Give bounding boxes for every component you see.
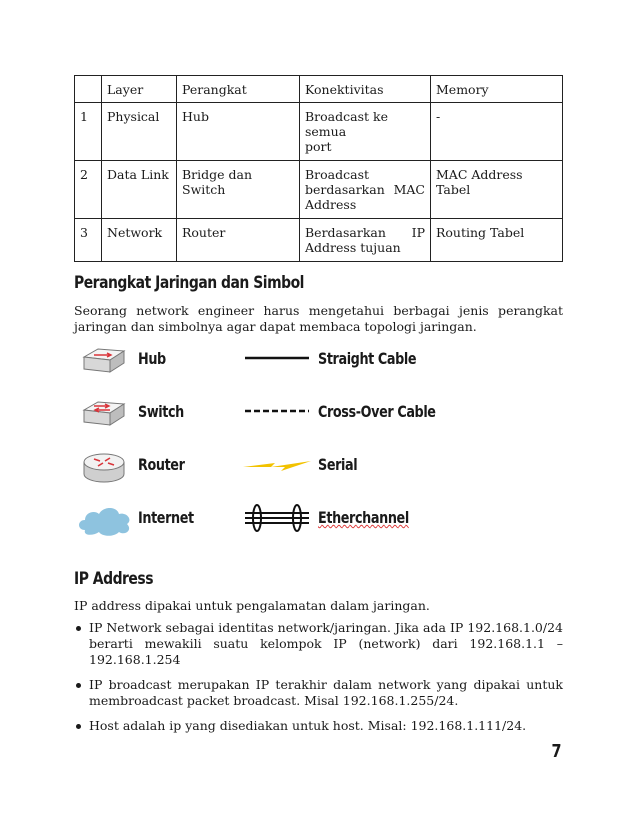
table-cell: 2 (75, 161, 102, 219)
table-header-row (75, 76, 563, 103)
section-heading: IP Address (74, 569, 154, 589)
table-cell-text: port (305, 139, 332, 154)
table-header-cell: Perangkat (177, 76, 300, 103)
list-item: Host adalah ip yang disediakan untuk host. Misal: 192.168.1.111/24. (74, 718, 563, 734)
straight-cable-label: Straight Cable (318, 349, 417, 368)
serial-label: Serial (318, 455, 358, 474)
table-cell-text: Broadcast ke semua (305, 109, 388, 139)
etherchannel-icon (241, 502, 313, 534)
osi-layer-table (74, 75, 563, 262)
table-cell: Network (102, 219, 177, 262)
section-intro: IP address dipakai untuk pengalamatan dalam jaringan. (74, 598, 430, 613)
table-cell (300, 219, 431, 262)
table-row (75, 103, 563, 161)
list-item: IP broadcast merupakan IP terakhir dalam network yang dipakai untuk membroadcast packet broadcast. Misal 192.168.1.255/24. (74, 677, 563, 709)
router-label: Router (138, 455, 185, 474)
table-header-cell: Memory (431, 76, 563, 103)
list-item: IP Network sebagai identitas network/jaringan. Jika ada IP 192.168.1.0/24 berarti mewakili suatu kelompok IP (network) dari 192.168.1.1 – 192.168.1.254 (74, 620, 563, 668)
crossover-cable-label: Cross-Over Cable (318, 402, 436, 421)
table-cell: Physical (102, 103, 177, 161)
straight-cable-icon (243, 352, 311, 364)
etherchannel-label: Etherchannel (318, 508, 409, 527)
table-cell: Hub (177, 103, 300, 161)
table-cell: Router (177, 219, 300, 262)
table-cell: 1 (75, 103, 102, 161)
ip-address-list (74, 620, 563, 743)
router-icon (80, 450, 128, 486)
table-cell: Data Link (102, 161, 177, 219)
table-cell: 3 (75, 219, 102, 262)
table-header-cell (75, 76, 102, 103)
table-cell (300, 161, 431, 219)
table-cell: MAC Address Tabel (431, 161, 563, 219)
table-cell-text: Berdasarkan IP (305, 225, 425, 240)
table-row (75, 161, 563, 219)
table-cell-text: Broadcast berdasarkan MAC (305, 167, 425, 197)
switch-icon (80, 398, 128, 432)
serial-lightning-icon (241, 455, 313, 475)
table-cell-text: Address (305, 197, 357, 212)
table-cell: - (431, 103, 563, 161)
section-heading: Perangkat Jaringan dan Simbol (74, 273, 304, 293)
cloud-icon (75, 502, 135, 538)
table-header-cell: Layer (102, 76, 177, 103)
table-row (75, 219, 563, 262)
table-cell: Bridge dan Switch (177, 161, 300, 219)
hub-icon (80, 345, 128, 379)
table-cell (300, 103, 431, 161)
internet-label: Internet (138, 508, 194, 527)
hub-label: Hub (138, 349, 166, 368)
table-cell-text: Address tujuan (305, 240, 401, 255)
page-number: 7 (551, 741, 562, 762)
section-paragraph: Seorang network engineer harus mengetahui berbagai jenis perangkat jaringan dan simbolnya agar dapat membaca topologi jaringan. (74, 303, 563, 334)
switch-label: Switch (138, 402, 184, 421)
table-header-cell: Konektivitas (300, 76, 431, 103)
table-cell: Routing Tabel (431, 219, 563, 262)
crossover-cable-icon (243, 405, 311, 417)
